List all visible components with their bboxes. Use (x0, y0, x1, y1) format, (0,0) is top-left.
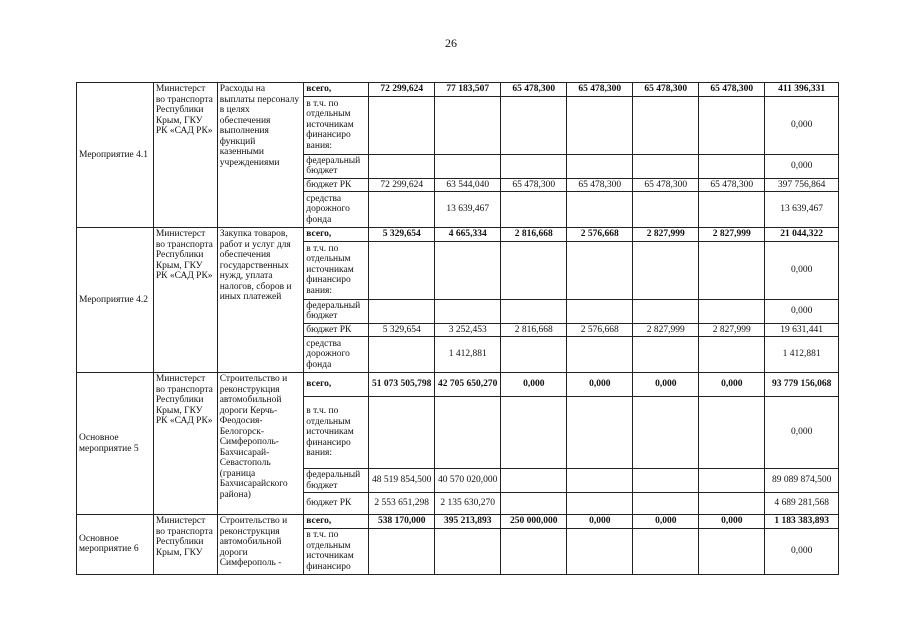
value-cell: 538 170,000 (369, 515, 435, 529)
value-cell (633, 469, 699, 493)
value-cell: 2 816,668 (501, 323, 567, 337)
total-cell: 0,000 (765, 154, 839, 178)
source-cell: федеральный бюджет (304, 469, 369, 493)
value-cell: 395 213,893 (435, 515, 501, 529)
total-cell: 1 183 383,893 (765, 515, 839, 529)
value-cell: 2 827,999 (699, 228, 765, 242)
value-cell: 48 519 854,500 (369, 469, 435, 493)
total-cell: 13 639,467 (765, 192, 839, 228)
value-cell: 51 073 505,798 (369, 373, 435, 397)
value-cell (567, 493, 633, 515)
value-cell (369, 192, 435, 228)
value-cell: 65 478,300 (501, 178, 567, 192)
value-cell: 5 329,654 (369, 228, 435, 242)
value-cell (435, 241, 501, 299)
value-cell (699, 299, 765, 323)
value-cell (567, 192, 633, 228)
value-cell (633, 299, 699, 323)
value-cell (633, 154, 699, 178)
executor-cell: Министерст во транспорта Республики Крым, ГКУ РК «САД РК» (153, 228, 217, 373)
value-cell (435, 154, 501, 178)
value-cell (501, 493, 567, 515)
description-cell: Строительство и реконструкция автомобильной дороги Симферополь - (217, 515, 304, 575)
budget-table (76, 82, 839, 575)
value-cell (567, 337, 633, 373)
value-cell (633, 337, 699, 373)
value-cell (699, 528, 765, 574)
value-cell (369, 337, 435, 373)
source-cell: всего, (304, 373, 369, 397)
value-cell: 3 252,453 (435, 323, 501, 337)
source-cell: средства дорожного фонда (304, 337, 369, 373)
measure-cell: Основное мероприятие 5 (77, 373, 154, 515)
source-cell: всего, (304, 515, 369, 529)
value-cell (633, 192, 699, 228)
value-cell: 42 705 650,270 (435, 373, 501, 397)
source-cell: в т.ч. по отдельным источникам финансиро (304, 528, 369, 574)
value-cell (567, 469, 633, 493)
value-cell (567, 96, 633, 154)
table-row (77, 373, 839, 397)
value-cell: 65 478,300 (699, 83, 765, 97)
value-cell: 2 827,999 (699, 323, 765, 337)
value-cell (699, 337, 765, 373)
source-cell: бюджет РК (304, 178, 369, 192)
value-cell (501, 96, 567, 154)
value-cell: 2 135 630,270 (435, 493, 501, 515)
table-row (77, 83, 839, 97)
source-cell: бюджет РК (304, 493, 369, 515)
value-cell: 65 478,300 (567, 83, 633, 97)
value-cell: 2 576,668 (567, 228, 633, 242)
value-cell: 65 478,300 (633, 83, 699, 97)
value-cell (633, 96, 699, 154)
value-cell (567, 397, 633, 469)
value-cell (369, 241, 435, 299)
description-cell: Расходы на выплаты персоналу в целях обеспечения выполнения функций казенными учреждениями (217, 83, 304, 228)
value-cell (699, 96, 765, 154)
value-cell: 0,000 (699, 515, 765, 529)
value-cell (699, 154, 765, 178)
value-cell: 1 412,881 (435, 337, 501, 373)
total-cell: 4 689 281,568 (765, 493, 839, 515)
value-cell: 2 553 651,298 (369, 493, 435, 515)
value-cell: 72 299,624 (369, 83, 435, 97)
value-cell (699, 493, 765, 515)
executor-cell: Министерст во транспорта Республики Крым, ГКУ РК «САД РК» (153, 373, 217, 515)
total-cell: 0,000 (765, 96, 839, 154)
measure-cell: Мероприятие 4.1 (77, 83, 154, 228)
value-cell (699, 241, 765, 299)
value-cell: 0,000 (567, 515, 633, 529)
value-cell: 0,000 (633, 373, 699, 397)
table-row (77, 515, 839, 529)
source-cell: федеральный бюджет (304, 154, 369, 178)
value-cell: 2 827,999 (633, 228, 699, 242)
value-cell (501, 299, 567, 323)
value-cell: 63 544,040 (435, 178, 501, 192)
value-cell: 2 827,999 (633, 323, 699, 337)
value-cell: 4 665,334 (435, 228, 501, 242)
value-cell (699, 397, 765, 469)
value-cell (567, 528, 633, 574)
value-cell: 65 478,300 (699, 178, 765, 192)
source-cell: средства дорожного фонда (304, 192, 369, 228)
value-cell: 72 299,624 (369, 178, 435, 192)
source-cell: всего, (304, 228, 369, 242)
total-cell: 93 779 156,068 (765, 373, 839, 397)
value-cell: 65 478,300 (633, 178, 699, 192)
value-cell (435, 299, 501, 323)
value-cell: 77 183,507 (435, 83, 501, 97)
value-cell (501, 469, 567, 493)
description-cell: Закупка товаров, работ и услуг для обеспечения государственных нужд, уплата налогов, сборов и иных платежей (217, 228, 304, 373)
total-cell: 89 089 874,500 (765, 469, 839, 493)
executor-cell: Министерст во транспорта Республики Крым, ГКУ РК «САД РК» (153, 83, 217, 228)
value-cell (369, 299, 435, 323)
executor-cell: Министерст во транспорта Республики Крым, ГКУ (153, 515, 217, 575)
description-cell: Строительство и реконструкция автомобильной дороги Керчь-Феодосия-Белогорск-Симферополь-Бахчисарай-Севастополь (граница Бахчисарайского района) (217, 373, 304, 515)
value-cell (369, 154, 435, 178)
total-cell: 19 631,441 (765, 323, 839, 337)
value-cell (501, 337, 567, 373)
value-cell: 2 816,668 (501, 228, 567, 242)
total-cell: 411 396,331 (765, 83, 839, 97)
value-cell (501, 528, 567, 574)
total-cell: 0,000 (765, 241, 839, 299)
value-cell (633, 241, 699, 299)
value-cell (369, 528, 435, 574)
value-cell: 65 478,300 (501, 83, 567, 97)
value-cell (567, 154, 633, 178)
measure-cell: Мероприятие 4.2 (77, 228, 154, 373)
value-cell (567, 241, 633, 299)
value-cell (699, 192, 765, 228)
value-cell: 250 000,000 (501, 515, 567, 529)
value-cell: 65 478,300 (567, 178, 633, 192)
value-cell (633, 528, 699, 574)
total-cell: 1 412,881 (765, 337, 839, 373)
source-cell: в т.ч. по отдельным источникам финансиро вания: (304, 96, 369, 154)
total-cell: 0,000 (765, 299, 839, 323)
value-cell: 40 570 020,000 (435, 469, 501, 493)
value-cell (633, 493, 699, 515)
value-cell: 13 639,467 (435, 192, 501, 228)
page-number: 26 (445, 36, 457, 50)
value-cell (501, 397, 567, 469)
measure-cell: Основное мероприятие 6 (77, 515, 154, 575)
value-cell: 0,000 (501, 373, 567, 397)
total-cell: 397 756,864 (765, 178, 839, 192)
value-cell: 0,000 (567, 373, 633, 397)
source-cell: в т.ч. по отдельным источникам финансиро вания: (304, 397, 369, 469)
source-cell: бюджет РК (304, 323, 369, 337)
table-row (77, 228, 839, 242)
source-cell: всего, (304, 83, 369, 97)
source-cell: федеральный бюджет (304, 299, 369, 323)
value-cell: 2 576,668 (567, 323, 633, 337)
total-cell: 21 044,322 (765, 228, 839, 242)
value-cell (501, 192, 567, 228)
value-cell (501, 241, 567, 299)
value-cell: 5 329,654 (369, 323, 435, 337)
value-cell (633, 397, 699, 469)
value-cell (369, 96, 435, 154)
value-cell (501, 154, 567, 178)
value-cell (435, 397, 501, 469)
total-cell: 0,000 (765, 528, 839, 574)
value-cell: 0,000 (633, 515, 699, 529)
value-cell (699, 469, 765, 493)
value-cell (567, 299, 633, 323)
value-cell (369, 397, 435, 469)
value-cell (435, 528, 501, 574)
source-cell: в т.ч. по отдельным источникам финансиро вания: (304, 241, 369, 299)
total-cell: 0,000 (765, 397, 839, 469)
value-cell: 0,000 (699, 373, 765, 397)
value-cell (435, 96, 501, 154)
